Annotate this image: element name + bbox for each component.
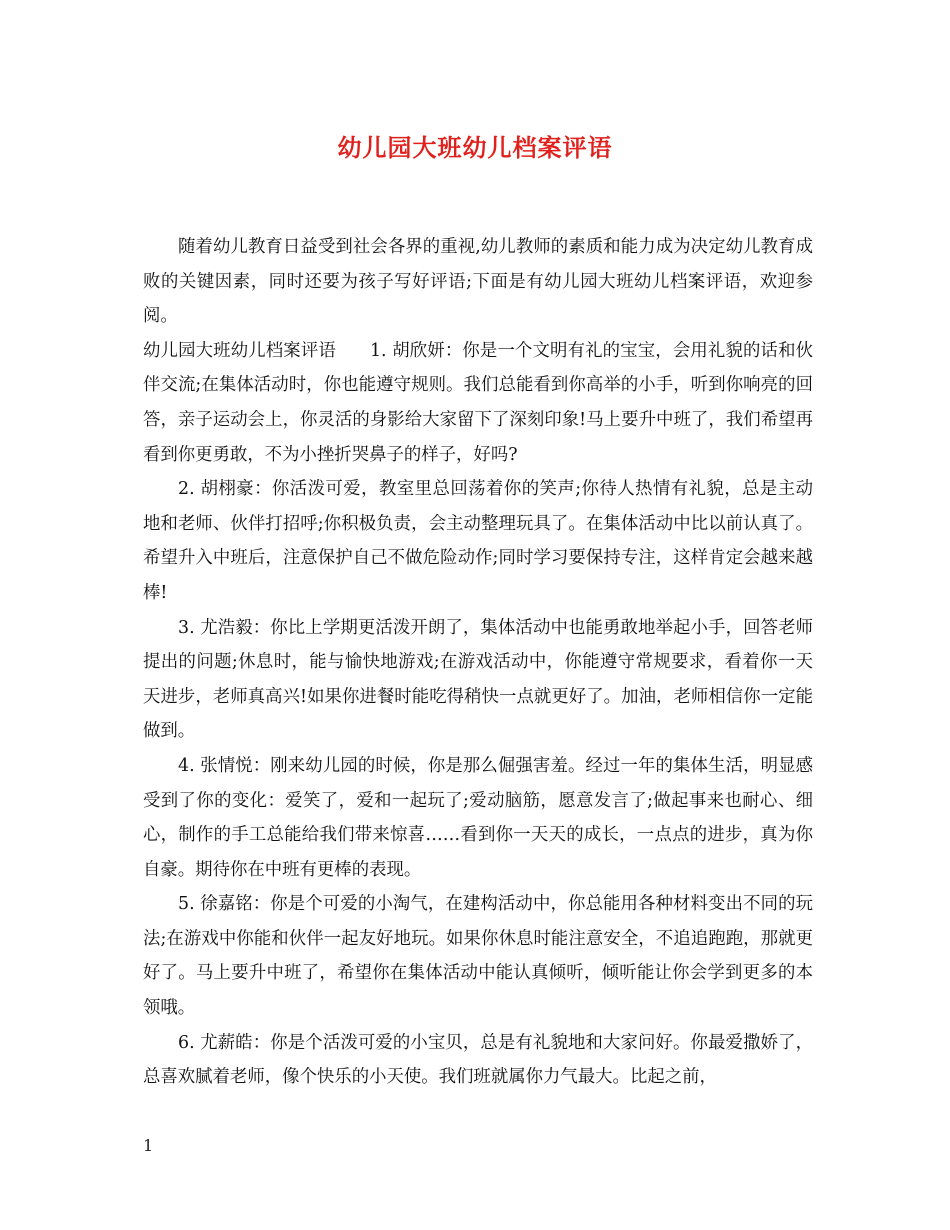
- intro-paragraph: 随着幼儿教育日益受到社会各界的重视,幼儿教师的素质和能力成为决定幼儿教育成败的关键因素，同时还要为孩子写好评语;下面是有幼儿园大班幼儿档案评语，欢迎参阅。: [143, 237, 813, 327]
- section-heading: 幼儿园大班幼儿档案评语: [143, 340, 336, 361]
- comment-paragraph-2: 2. 胡栩豪：你活泼可爱，教室里总回荡着你的笑声;你待人热情有礼貌，总是主动地和老师、伙伴打招呼;你积极负责，会主动整理玩具了。在集体活动中比以前认真了。希望升入中班后，注意保护自己不做危险动作;同时学习要保持专注，这样肯定会越来越棒!: [143, 479, 813, 603]
- comment-paragraph-5: 5. 徐嘉铭：你是个可爱的小淘气，在建构活动中，你总能用各种材料变出不同的玩法;在游戏中你能和伙伴一起友好地玩。如果你休息时能注意安全，不追追跑跑，那就更好了。马上要升中班了，希望你在集体活动中能认真倾听，倾听能让你会学到更多的本领哦。: [143, 894, 813, 1019]
- comment-text-1: 1. 胡欣妍：你是一个文明有礼的宝宝，会用礼貌的话和伙伴交流;在集体活动时，你也能遵守规则。我们总能看到你高举的小手，听到你响亮的回答，亲子运动会上，你灵活的身影给大家留下了深刻印象!马上要升中班了，我们希望再看到你更勇敢，不为小挫折哭鼻子的样子，好吗?: [143, 340, 813, 465]
- document-body: [143, 230, 813, 1095]
- comment-paragraph-6: 6. 尤薪皓：你是个活泼可爱的小宝贝，总是有礼貌地和大家问好。你最爱撒娇了，总喜欢腻着老师，像个快乐的小天使。我们班就属你力气最大。比起之前，: [143, 1032, 813, 1088]
- comment-paragraph-4: 4. 张情悦：刚来幼儿园的时候，你是那么倔强害羞。经过一年的集体生活，明显感受到了你的变化：爱笑了，爱和一起玩了;爱动脑筋，愿意发言了;做起事来也耐心、细心，制作的手工总能给我们带来惊喜……看到你一天天的成长，一点点的进步，真为你自豪。期待你在中班有更棒的表现。: [143, 755, 813, 880]
- page-number: 1: [143, 1136, 154, 1155]
- comment-paragraph-1: [143, 334, 813, 472]
- document-title: 幼儿园大班幼儿档案评语: [337, 133, 613, 162]
- comment-paragraph-3: 3. 尤浩毅：你比上学期更活泼开朗了，集体活动中也能勇敢地举起小手，回答老师提出的问题;休息时，能与愉快地游戏;在游戏活动中，你能遵守常规要求，看着你一天天进步，老师真高兴!如果你进餐时能吃得稍快一点就更好了。加油，老师相信你一定能做到。: [143, 617, 813, 742]
